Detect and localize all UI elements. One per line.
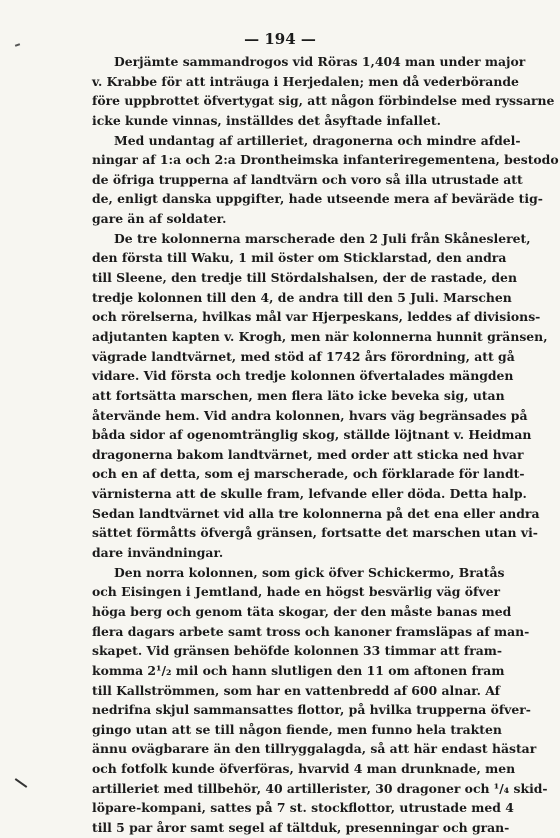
text-line: och fotfolk kunde öfverföras, hvarvid 4 man drunknade, men [92,761,516,777]
text-line: nedrifna skjul sammansattes flottor, på hvilka trupperna öfver- [92,702,531,718]
text-line: båda sidor af ogenomtränglig skog, ställde löjtnant v. Heidman [92,427,532,443]
text-line: att fortsätta marschen, men flera läto icke beveka sig, utan [92,387,505,403]
text-line: gingo utan att se till någon fiende, men funno hela trakten [92,721,502,737]
text-line: skapet. Vid gränsen behöfde kolonnen 33 timmar att fram- [92,643,503,659]
text-line: Med undantag af artilleriet, dragonerna och mindre afdel- [114,132,521,148]
text-line: den första till Waku, 1 mil öster om Sticklarstad, den andra [92,250,507,266]
text-line: de öfriga trupperna af landtvärn och voro så illa utrustade att [92,171,523,187]
text-line: löpare-kompani, sattes på 7 st. stockflottor, utrustade med 4 [92,800,514,816]
text-line: värnisterna att de skulle fram, lefvande eller döda. Detta halp. [92,486,527,502]
text-line: komma 2¹/₂ mil och hann slutligen den 11 om aftonen fram [92,662,505,678]
text-line: icke kunde vinnas, inställdes det åsyftade infallet. [92,112,441,128]
text-line: gare än af soldater. [92,211,227,227]
text-line: ningar af 1:a och 2:a Drontheimska infanteriregementena, bestodo [92,152,559,168]
text-line: Sedan landtvärnet vid alla tre kolonnerna på det ena eller andra [92,505,540,521]
text-line: och rörelserna, hvilkas mål var Hjerpeskans, leddes af divisions- [92,309,541,325]
text-line: De tre kolonnerna marscherade den 2 Juli från Skånesleret, [114,230,531,246]
text-line: och en af detta, som ej marscherade, och förklarade för landt- [92,466,525,482]
text-line: höga berg och genom täta skogar, der den måste banas med [92,603,512,619]
text-line: de, enligt danska uppgifter, hade utseende mera af beväräde tig- [92,191,543,207]
text-line: ännu ovägbarare än den tillryggalagda, så att här endast hästar [92,741,537,757]
text-line: dragonerna bakom landtvärnet, med order att sticka ned hvar [92,446,524,462]
text-line: v. Krabbe för att inträuga i Herjedalen; men då vederbörande [92,73,519,89]
text-line: vidare. Vid första och tredje kolonnen öfvertalades mängden [92,368,514,384]
text-line: flera dagars arbete samt tross och kanoner framsläpas af man- [92,623,530,639]
text-line: tredje kolonnen till den 4, de andra till den 5 Juli. Marschen [92,289,512,305]
text-line: till 5 par åror samt segel af tältduk, presenningar och gran- [92,819,510,835]
text-line: återvände hem. Vid andra kolonnen, hvars väg begränsades på [92,407,528,423]
text-line: artilleriet med tillbehör, 40 artillerister, 30 dragoner och ¹/₄ skid- [92,780,548,796]
text-line: före uppbrottet öfvertygat sig, att någon förbindelse med ryssarne [92,93,555,109]
text-line: vägrade landtvärnet, med stöd af 1742 års förordning, att gå [92,348,515,364]
text-line: adjutanten kapten v. Krogh, men när kolonnerna hunnit gränsen, [92,328,548,344]
text-line: och Eisingen i Jemtland, hade en högst besvärlig väg öfver [92,584,500,600]
page-number: — 194 — [244,30,316,48]
text-line: till Kallströmmen, som har en vattenbredd af 600 alnar. Af [92,682,501,698]
margin-mark [15,778,28,788]
text-line: Den norra kolonnen, som gick öfver Schickermo, Bratås [114,564,505,580]
text-line: Derjämte sammandrogos vid Röras 1,404 man under major [114,54,526,69]
text-line: dare invändningar. [92,545,224,561]
text-line: till Sleene, den tredje till Stördalshalsen, der de rastade, den [92,270,517,286]
text-line: sättet förmåtts öfvergå gränsen, fortsatte det marschen utan vi- [92,525,538,541]
body-text [92,52,559,838]
